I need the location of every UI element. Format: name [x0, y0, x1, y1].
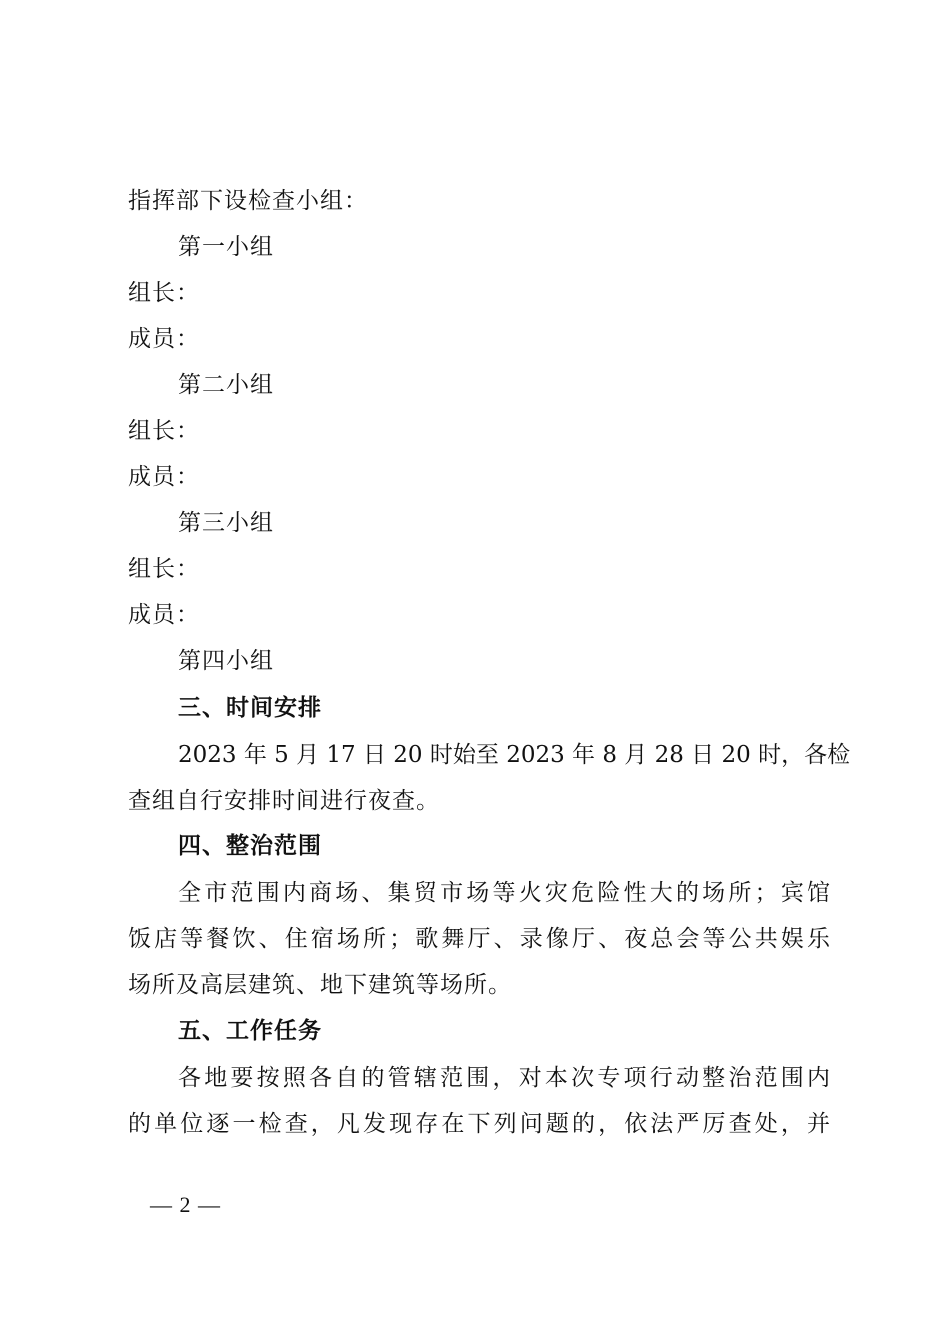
- text-line: 组长：: [128, 280, 200, 306]
- group-title: 第二小组: [178, 372, 274, 398]
- paragraph-line: 场所及高层建筑、地下建筑等场所。: [128, 972, 512, 998]
- section-heading: 四、整治范围: [178, 833, 322, 859]
- group-title: 第四小组: [178, 648, 274, 674]
- paragraph-line: 查组自行安排时间进行夜查。: [128, 788, 440, 814]
- group-title: 第一小组: [178, 234, 274, 260]
- group-title: 第三小组: [178, 510, 274, 536]
- section-heading: 三、时间安排: [178, 695, 322, 721]
- text-line: 组长：: [128, 556, 200, 582]
- paragraph-line: 饭店等餐饮、住宿场所；歌舞厅、录像厅、夜总会等公共娱乐: [128, 926, 830, 952]
- page-number: — 2 —: [150, 1192, 221, 1217]
- paragraph-line: 2023 年 5 月 17 日 20 时始至 2023 年 8 月 28 日 20 时，各检: [178, 742, 851, 768]
- text-line: 成员：: [128, 602, 200, 628]
- paragraph-line: 的单位逐一检查，凡发现存在下列问题的，依法严厉查处，并: [128, 1111, 830, 1137]
- paragraph-line: 全市范围内商场、集贸市场等火灾危险性大的场所；宾馆: [178, 880, 830, 906]
- paragraph-line: 各地要按照各自的管辖范围，对本次专项行动整治范围内: [178, 1065, 830, 1091]
- text-line: 成员：: [128, 464, 200, 490]
- text-line: 成员：: [128, 326, 200, 352]
- section-heading: 五、工作任务: [178, 1018, 322, 1044]
- text-line: 组长：: [128, 418, 200, 444]
- text-line: 指挥部下设检查小组：: [128, 188, 368, 214]
